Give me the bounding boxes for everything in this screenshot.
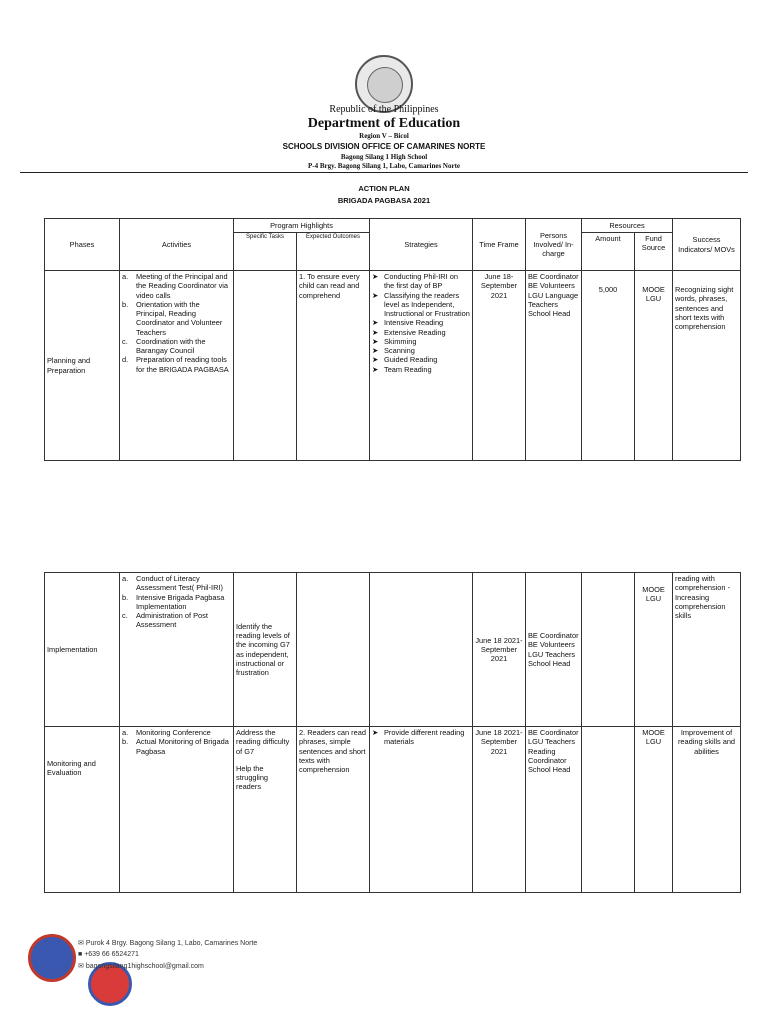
phase-cell: Monitoring and Evaluation: [45, 727, 120, 893]
expected-outcomes-cell: 2. Readers can read phrases, simple sentences and short texts with comprehension: [297, 727, 370, 893]
school-name: Bagong Silang 1 High School: [340, 153, 428, 161]
strategies-cell: [370, 271, 473, 461]
school-logo-icon: [28, 934, 76, 982]
list-item: ➤ Extensive Reading: [372, 327, 446, 337]
time-frame-cell: June 18 2021- September 2021: [473, 573, 526, 727]
activities-cell: [120, 271, 234, 461]
footer-phone: ■ +639 66 6524271: [78, 951, 139, 958]
table-row: [45, 271, 741, 461]
list-item: ➤ Skimming: [372, 336, 417, 346]
persons-cell: BE Coordinator BE Volunteers LGU Language Teachers School Head: [526, 271, 582, 461]
header-activities: Activities: [120, 219, 234, 271]
header-expected-outcomes: Expected Outcomes: [297, 233, 370, 271]
arrow-bullet-icon: ➤: [372, 272, 379, 281]
arrow-bullet-icon: ➤: [372, 364, 379, 374]
action-plan-table-page2: [44, 572, 741, 893]
time-frame-cell: June 18- September 2021: [473, 271, 526, 461]
header-phases: Phases: [45, 219, 120, 271]
header-amount: Amount: [582, 233, 635, 271]
arrow-bullet-icon: ➤: [372, 318, 379, 328]
header-program-highlights: Program Highlights: [234, 219, 370, 233]
plan-title: ACTION PLAN: [358, 184, 410, 193]
list-item: ➤ Conducting Phil-IRI on the first day of BP: [372, 272, 458, 291]
activities-cell: [120, 573, 234, 727]
success-cell: Improvement of reading skills and abilities: [673, 727, 741, 893]
success-cell: Recognizing sight words, phrases, sentences and short texts with comprehension: [673, 271, 741, 461]
footer-email[interactable]: ✉ bagongsilang1highschool@gmail.com: [78, 963, 204, 970]
list-item: a. Meeting of the Principal and the Reading Coordinator via video calls: [122, 272, 229, 300]
department-title: Department of Education: [307, 116, 461, 131]
header-success: Success Indicators/ MOVs: [673, 219, 741, 271]
phase-cell: Implementation: [45, 573, 120, 727]
arrow-bullet-icon: ➤: [372, 290, 379, 300]
list-item: ➤ Guided Reading: [372, 355, 438, 365]
list-item: a. Monitoring Conference: [122, 728, 211, 737]
header-resources: Resources: [582, 219, 673, 233]
republic-line: Republic of the Philippines: [329, 104, 439, 115]
list-item: ➤ Provide different reading materials: [372, 728, 465, 747]
fund-source-cell: MOOE LGU: [635, 271, 673, 461]
expected-outcomes-cell: 1. To ensure every child can read and comprehend: [297, 271, 370, 461]
header-fund-source: Fund Source: [635, 233, 673, 271]
header-specific-tasks: Specific Tasks: [234, 233, 297, 271]
region-line: Region V – Bicol: [359, 132, 409, 140]
table-row: [45, 573, 741, 727]
arrow-bullet-icon: ➤: [372, 346, 379, 355]
list-item: d. Preparation of reading tools for the BRIGADA PAGBASA: [122, 355, 229, 374]
list-item: b. Intensive Brigada Pagbasa Implementation: [122, 592, 225, 611]
amount-cell: [582, 727, 635, 893]
fund-source-cell: MOOE LGU: [635, 727, 673, 893]
time-frame-cell: June 18 2021- September 2021: [473, 727, 526, 893]
list-item: c. Administration of Post Assessment: [122, 611, 208, 630]
list-item: ➤ Classifying the readers level as Independent, Instructional or Frustration: [372, 290, 470, 318]
list-item: c. Coordination with the Barangay Council: [122, 336, 206, 355]
footer-address: ✉ Purok 4 Brgy. Bagong Silang 1, Labo, Camarines Norte: [78, 940, 258, 947]
header-persons: Persons Involved/ In-charge: [526, 219, 582, 271]
specific-tasks-cell: Address the reading difficulty of G7 Help the struggling readers: [234, 727, 297, 893]
amount-cell: [582, 573, 635, 727]
arrow-bullet-icon: ➤: [372, 336, 379, 346]
list-item: b. Actual Monitoring of Brigada Pagbasa: [122, 737, 229, 756]
plan-subtitle: BRIGADA PAGBASA 2021: [337, 196, 431, 205]
amount-cell: 5,000: [582, 271, 635, 461]
action-plan-table-page1: [44, 218, 741, 461]
persons-cell: BE Coordinator BE Volunteers LGU Teachers School Head: [526, 573, 582, 727]
list-item: b. Orientation with the Principal, Reading Coordinator and Volunteer Teachers: [122, 299, 223, 337]
table-row: [45, 727, 741, 893]
specific-tasks-cell: [234, 271, 297, 461]
strategies-cell: [370, 727, 473, 893]
expected-outcomes-cell: [297, 573, 370, 727]
list-item: ➤ Intensive Reading: [372, 318, 444, 328]
list-item: ➤ Team Reading: [372, 364, 432, 374]
phase-cell: Planning and Preparation: [45, 271, 120, 461]
header-strategies: Strategies: [370, 219, 473, 271]
list-item: a. Conduct of Literacy Assessment Test( Phil-IRI): [122, 574, 223, 593]
school-address: P-4 Brgy. Bagong Silang 1, Labo, Camarines Norte: [307, 162, 461, 170]
header-divider: [20, 172, 748, 173]
success-cell: reading with comprehension -Increasing comprehension skills: [673, 573, 741, 727]
list-item: ➤ Scanning: [372, 346, 415, 355]
arrow-bullet-icon: ➤: [372, 728, 379, 737]
activities-cell: [120, 727, 234, 893]
mail-icon: ✉: [78, 963, 86, 970]
specific-tasks-cell: Identify the reading levels of the incoming G7 as independent, instructional or frustration: [234, 573, 297, 727]
persons-cell: BE Coordinator LGU Teachers Reading Coordinator School Head: [526, 727, 582, 893]
phone-icon: ■: [78, 951, 85, 958]
header-time-frame: Time Frame: [473, 219, 526, 271]
arrow-bullet-icon: ➤: [372, 355, 379, 365]
arrow-bullet-icon: ➤: [372, 327, 379, 337]
fund-source-cell: MOOE LGU: [635, 573, 673, 727]
strategies-cell: [370, 573, 473, 727]
envelope-icon: ✉: [78, 940, 86, 947]
division-line: SCHOOLS DIVISION OFFICE OF CAMARINES NORTE: [282, 142, 486, 151]
